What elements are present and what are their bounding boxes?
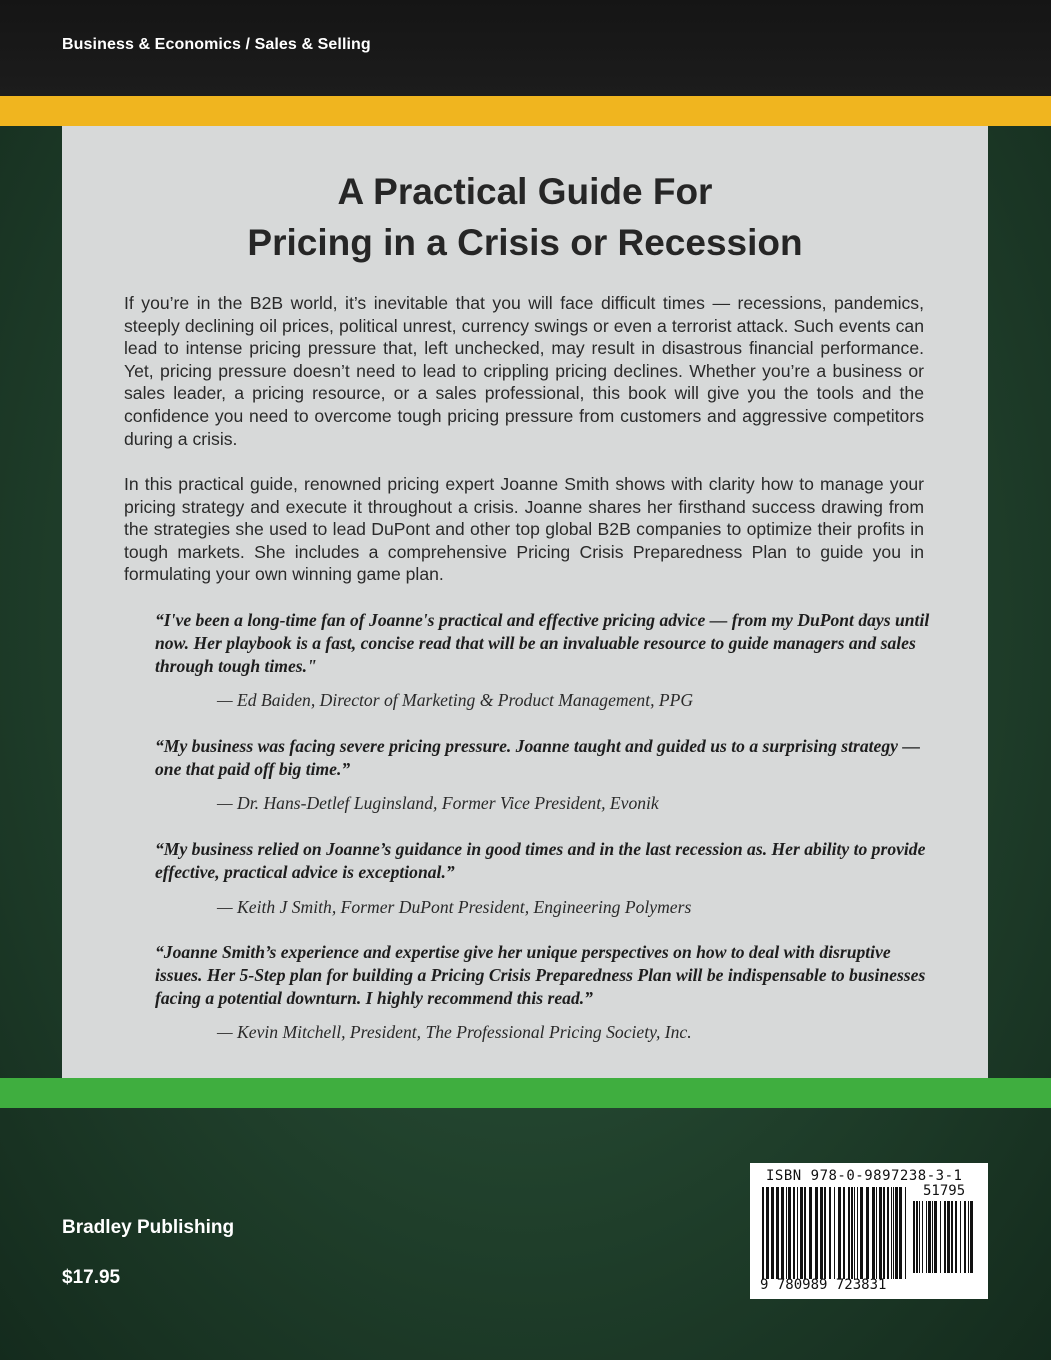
barcode-bar [800,1187,803,1279]
yellow-stripe [0,96,1051,126]
barcode-bar [964,1201,966,1273]
barcode-bar [824,1187,826,1279]
barcode-bar [793,1187,795,1279]
barcode-bar [776,1187,779,1279]
testimonial-attribution: — Ed Baiden, Director of Marketing & Product Management, PPG [217,690,694,710]
barcode-bar [951,1201,953,1273]
barcode-bar [857,1187,858,1279]
publisher-name: Bradley Publishing [62,1217,235,1238]
barcode-bar [762,1187,764,1279]
barcode-bar [899,1187,902,1279]
barcode-bar [851,1187,853,1279]
barcode-bar [820,1187,823,1279]
title-line-2: Pricing in a Crisis or Recession [247,222,803,263]
barcode-bar [947,1201,950,1273]
barcode-bar [919,1201,920,1273]
green-stripe [0,1078,1051,1108]
testimonial-attribution: — Dr. Hans-Detlef Luginsland, Former Vice President, Evonik [217,793,659,813]
barcode-bar [872,1187,875,1279]
description-paragraph-2: In this practical guide, renowned pricing expert Joanne Smith shows with clarity how to manage your pricing strategy and execute it throughout a crisis. Joanne shares her firsthand success drawing from the strategies she used to lead DuPont and other top global B2B companies to optimize their profits in tough markets. She includes a comprehensive Pricing Crisis Preparedness Plan to guide you in formulating your own winning game plan. [124,474,924,585]
testimonial-quote: “I've been a long-time fan of Joanne's practical and effective pricing advice — from my DuPont days until now. Her playbook is a fast, concise read that will be an invaluable resource to guide managers and sales through tough times." [155,610,930,676]
barcode-bar [905,1187,906,1279]
barcode-bar [883,1187,885,1279]
barcode-bar [913,1201,915,1273]
barcode-bar [843,1187,845,1279]
barcode-bar [932,1201,933,1273]
barcode-bar [893,1187,894,1279]
barcode-bar [891,1187,892,1279]
price-label: $17.95 [62,1267,121,1288]
testimonial-quote: “My business relied on Joanne’s guidance in good times and in the last recession as. Her ability to provide effective, practical advice is exceptional.” [155,839,926,882]
barcode-bar [809,1187,812,1279]
isbn-barcode [750,1163,988,1299]
barcode-bar [866,1187,869,1279]
barcode-bar [860,1187,863,1279]
barcode-bar [815,1187,818,1279]
ean-digits: 9 780989 723831 [760,1277,887,1293]
barcode-bar [970,1201,973,1273]
category-label: Business & Economics / Sales & Selling [62,36,371,53]
testimonial-quote: “Joanne Smith’s experience and expertise give her unique perspectives on how to deal with disruptive issues. Her 5-Step plan for building a Pricing Crisis Preparedness Plan will be indispensable to businesses facing a potential downturn. I highly recommend this read.” [155,942,926,1008]
barcode-bar [771,1187,774,1279]
barcode-bar [879,1187,882,1279]
barcode-addon-digits: 51795 [923,1183,966,1199]
barcode-bar [968,1201,969,1273]
barcode-bar [786,1187,787,1279]
barcode-bar [834,1187,835,1279]
testimonial-quote: “My business was facing severe pricing pressure. Joanne taught and guided us to a surprising strategy — one that paid off big time.” [155,736,920,779]
barcode-bar [797,1187,798,1279]
description-paragraph-1: If you’re in the B2B world, it’s inevitable that you will face difficult times — recessions, pandemics, steeply declining oil prices, political unrest, currency swings or even a terrorist attack. Such events can lead to intense pricing pressure that, left unchecked, may result in disastrous financial performance. Yet, pricing pressure doesn’t need to lead to crippling pricing declines. Whether you’re a business or sales leader, a pricing resource, or a sales professional, this book will give you the tools and the confidence you need to overcome tough pricing pressure from customers and aggressive competitors during a crisis. [124,293,924,449]
barcode-bar [944,1201,946,1273]
barcode-bar [876,1187,877,1279]
barcode-bar [854,1187,855,1279]
testimonial-attribution: — Kevin Mitchell, President, The Professional Pricing Society, Inc. [217,1022,692,1042]
barcode-bar [955,1201,957,1273]
barcode-bar [848,1187,850,1279]
barcode-bar [960,1201,961,1273]
barcode-bar [895,1187,898,1279]
barcode-bar [838,1187,841,1279]
barcode-bar [928,1201,931,1273]
addon-barcode-bars [913,1201,975,1273]
barcode-bar [887,1187,889,1279]
barcode-bar [788,1187,791,1279]
barcode-bar [926,1201,927,1273]
barcode-bar [922,1201,923,1273]
barcode-bar [940,1201,941,1273]
testimonial-attribution: — Keith J Smith, Former DuPont President, Engineering Polymers [217,897,692,917]
top-band [0,0,1051,96]
barcode-bar [804,1187,806,1279]
content-panel [62,126,988,1078]
isbn-label: ISBN 978-0-9897238-3-1 [766,1168,963,1184]
barcode-bar [934,1201,937,1273]
ean-barcode-bars [762,1187,908,1279]
barcode-bar [766,1187,769,1279]
barcode-bar [916,1201,918,1273]
book-title [62,166,988,268]
barcode-bar [829,1187,831,1279]
title-line-1: A Practical Guide For [337,171,713,212]
barcode-bar [781,1187,784,1279]
